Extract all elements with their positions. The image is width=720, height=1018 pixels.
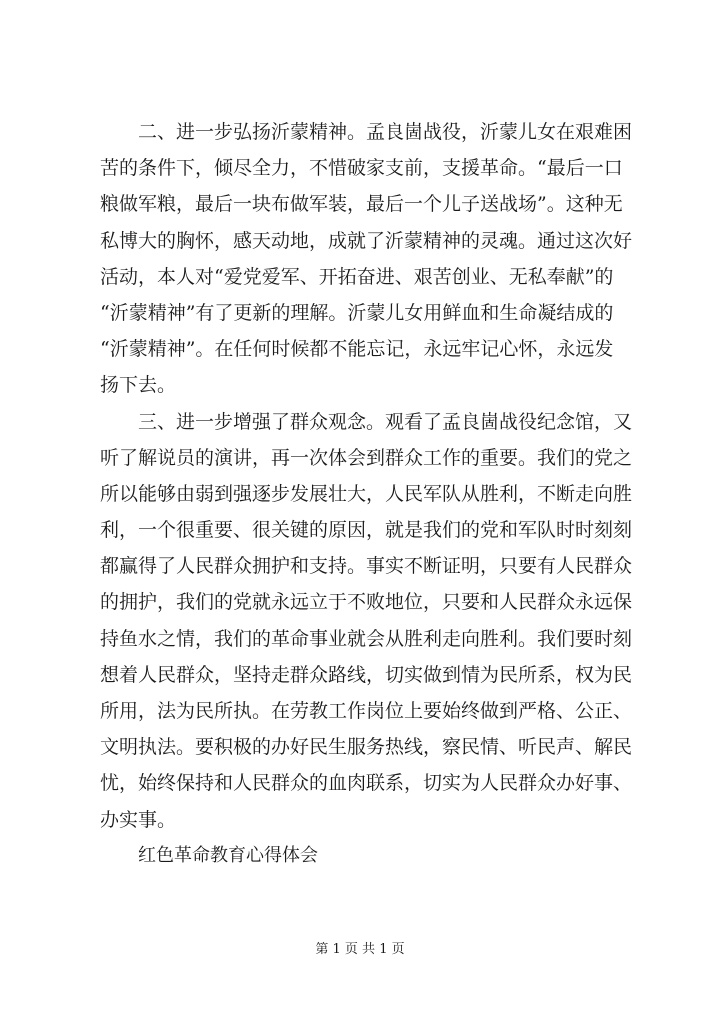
page-footer: 第 1 页 共 1 页 bbox=[315, 942, 405, 957]
text-line: 办实事。 bbox=[100, 808, 177, 831]
closing-title: 红色革命教育心得体会 bbox=[138, 844, 318, 866]
text-line: 都赢得了人民群众拥护和支持。事实不断证明，只要有人民群众 bbox=[100, 555, 633, 578]
text-line: 忧，始终保持和人民群众的血肉联系，切实为人民群众办好事、 bbox=[100, 772, 633, 795]
text-line: 活动，本人对“爱党爱军、开拓奋进、艰苦创业、无私奉献”的 bbox=[100, 265, 614, 288]
text-line: 扬下去。 bbox=[100, 374, 177, 397]
text-line: “沂蒙精神”。在任何时候都不能忘记，永远牢记心怀，永远发 bbox=[100, 338, 614, 361]
text-line: 苦的条件下，倾尽全力，不惜破家支前，支援革命。“最后一口 bbox=[100, 157, 623, 180]
text-line: 的拥护，我们的党就永远立于不败地位，只要和人民群众永远保 bbox=[100, 591, 633, 614]
text-line: 听了解说员的演讲，再一次体会到群众工作的重要。我们的党之 bbox=[100, 446, 633, 469]
text-line: 持鱼水之情，我们的革命事业就会从胜利走向胜利。我们要时刻 bbox=[100, 627, 633, 650]
text-line: 所以能够由弱到强逐步发展壮大，人民军队从胜利，不断走向胜 bbox=[100, 482, 633, 505]
body-text bbox=[100, 114, 633, 874]
text-line: 三、进一步增强了群众观念。观看了孟良崮战役纪念馆，又 bbox=[138, 410, 633, 433]
text-line: 所用，法为民所执。在劳教工作岗位上要始终做到严格、公正、 bbox=[100, 700, 633, 722]
text-line: 粮做军粮，最后一块布做军装，最后一个儿子送战场”。这种无 bbox=[100, 193, 623, 216]
paragraph-3 bbox=[100, 404, 633, 838]
text-line: 二、进一步弘扬沂蒙精神。孟良崮战役，沂蒙儿女在艰难困 bbox=[138, 121, 633, 143]
text-line: 利，一个很重要、很关键的原因，就是我们的党和军队时时刻刻 bbox=[100, 519, 633, 542]
text-line: 私博大的胸怀，感天动地，成就了沂蒙精神的灵魂。通过这次好 bbox=[100, 229, 633, 252]
paragraph-2 bbox=[100, 114, 633, 404]
text-line: 文明执法。要积极的办好民生服务热线，察民情、听民声、解民 bbox=[100, 736, 633, 759]
text-line: “沂蒙精神”有了更新的理解。沂蒙儿女用鲜血和生命凝结成的 bbox=[100, 301, 614, 324]
text-line: 想着人民群众，坚持走群众路线，切实做到情为民所系，权为民 bbox=[100, 663, 633, 686]
